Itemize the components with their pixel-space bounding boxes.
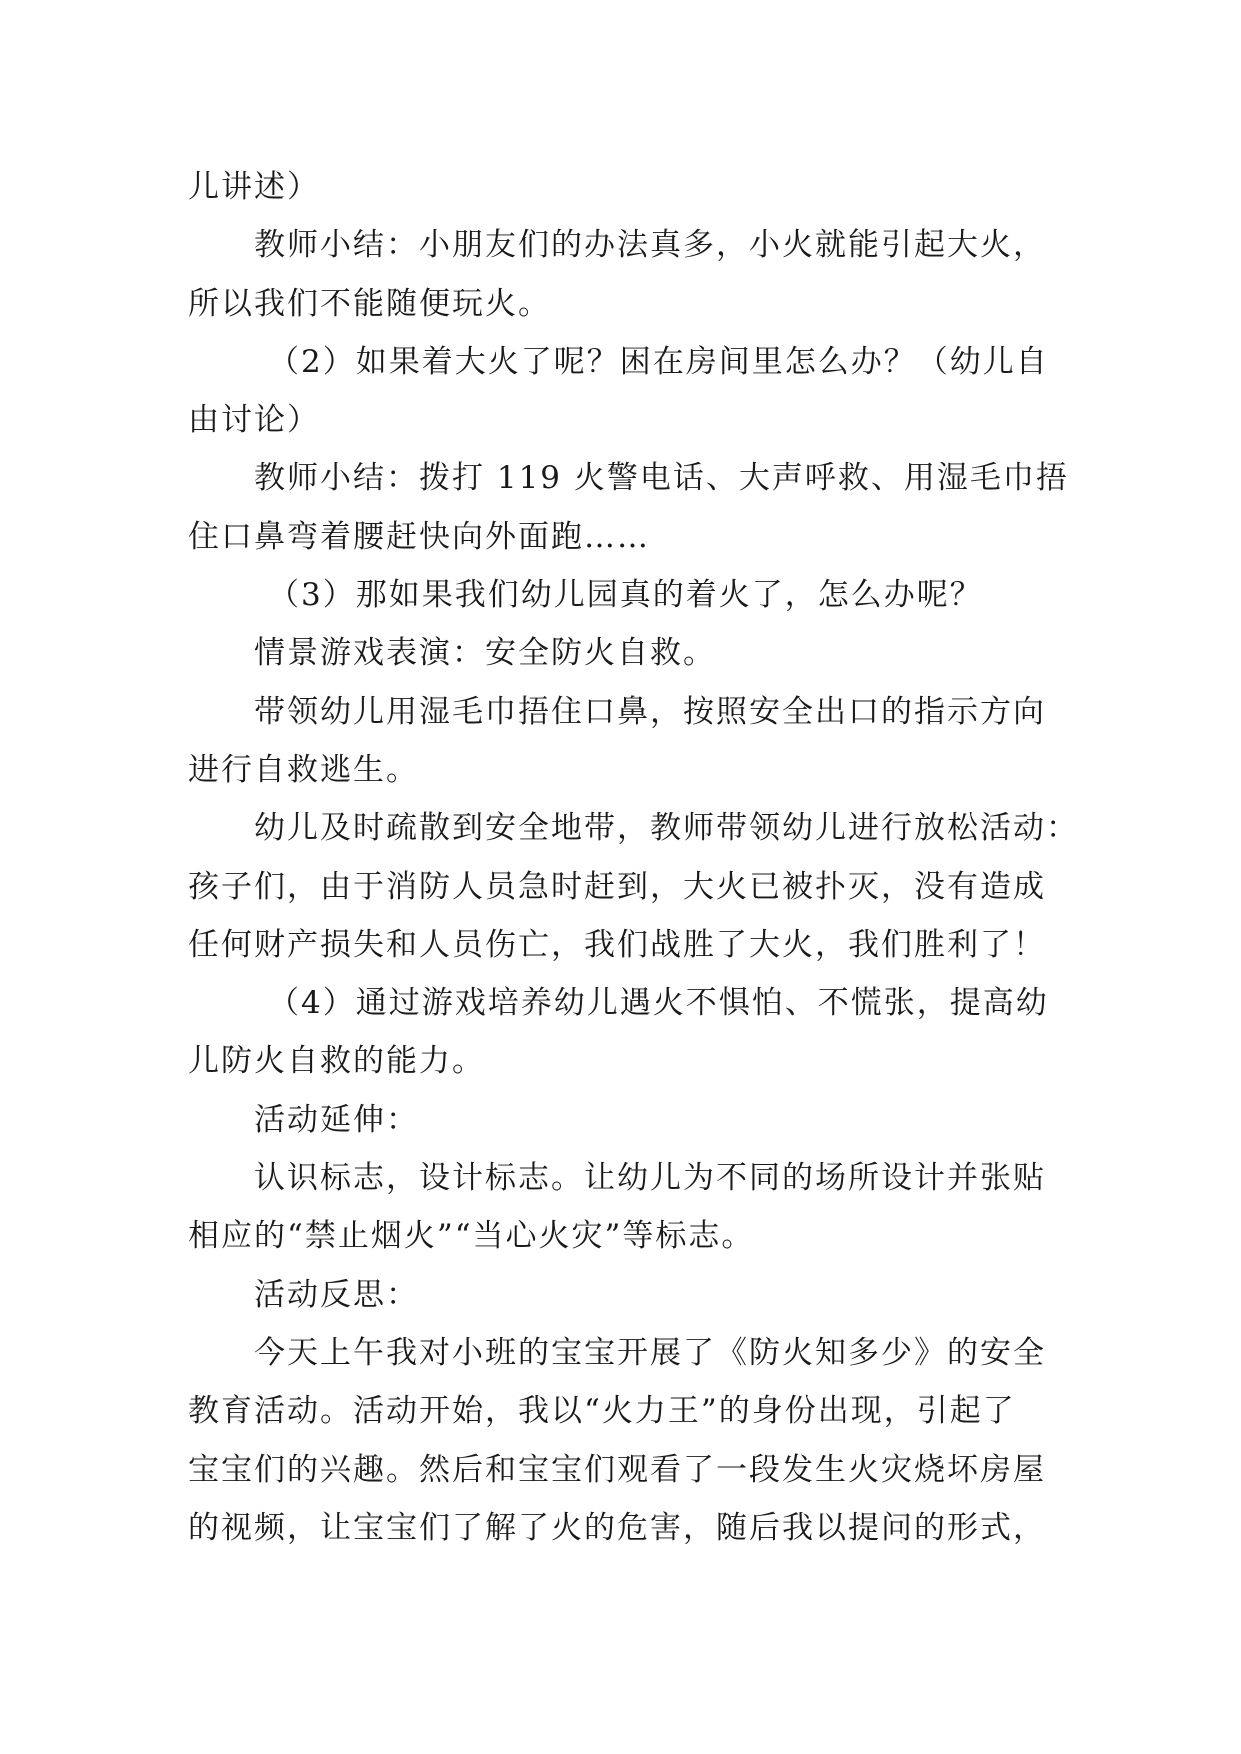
text-line: 活动延伸： xyxy=(254,1101,419,1138)
text-line: 带领幼儿用湿毛巾捂住口鼻，按照安全出口的指示方向 xyxy=(254,693,1046,730)
text-line: 儿防火自救的能力。 xyxy=(188,1043,485,1080)
text-line: 的视频，让宝宝们了解了火的危害，随后我以提问的形式， xyxy=(188,1509,1046,1546)
text-line: 幼儿及时疏散到安全地带，教师带领幼儿进行放松活动： xyxy=(254,810,1079,847)
text-line: 教师小结：拨打 119 火警电话、大声呼救、用湿毛巾捂 xyxy=(254,460,1069,497)
text-line: 任何财产损失和人员伤亡，我们战胜了大火，我们胜利了！ xyxy=(188,926,1046,963)
text-line: 住口鼻弯着腰赶快向外面跑…… xyxy=(188,518,650,555)
body-text xyxy=(188,158,1079,1557)
text-line: （3）那如果我们幼儿园真的着火了，怎么办呢？ xyxy=(268,577,983,614)
text-line: 所以我们不能随便玩火。 xyxy=(188,285,551,322)
text-line: 情景游戏表演：安全防火自救。 xyxy=(254,635,716,672)
text-line: 进行自救逃生。 xyxy=(188,751,419,788)
text-line: 教师小结：小朋友们的办法真多，小火就能引起大火， xyxy=(254,227,1046,264)
text-line: 孩子们，由于消防人员急时赶到，大火已被扑灭，没有造成 xyxy=(188,868,1046,905)
text-line: 相应的“禁止烟火”“当心火灾”等标志。 xyxy=(188,1218,755,1255)
text-line: （2）如果着大火了呢？困在房间里怎么办？（幼儿自 xyxy=(268,343,1049,380)
text-line: 由讨论） xyxy=(188,402,320,439)
text-line: 宝宝们的兴趣。然后和宝宝们观看了一段发生火灾烧坏房屋 xyxy=(188,1451,1046,1488)
text-line: 今天上午我对小班的宝宝开展了《防火知多少》的安全 xyxy=(254,1334,1046,1371)
text-line: 儿讲述） xyxy=(188,169,320,205)
text-line: 认识标志，设计标志。让幼儿为不同的场所设计并张贴 xyxy=(254,1160,1046,1197)
text-line: （4）通过游戏培养幼儿遇火不惧怕、不慌张，提高幼 xyxy=(268,985,1049,1022)
text-line: 活动反思： xyxy=(254,1276,419,1313)
text-line: 教育活动。活动开始，我以“火力王”的身份出现，引起了 xyxy=(188,1393,1016,1430)
